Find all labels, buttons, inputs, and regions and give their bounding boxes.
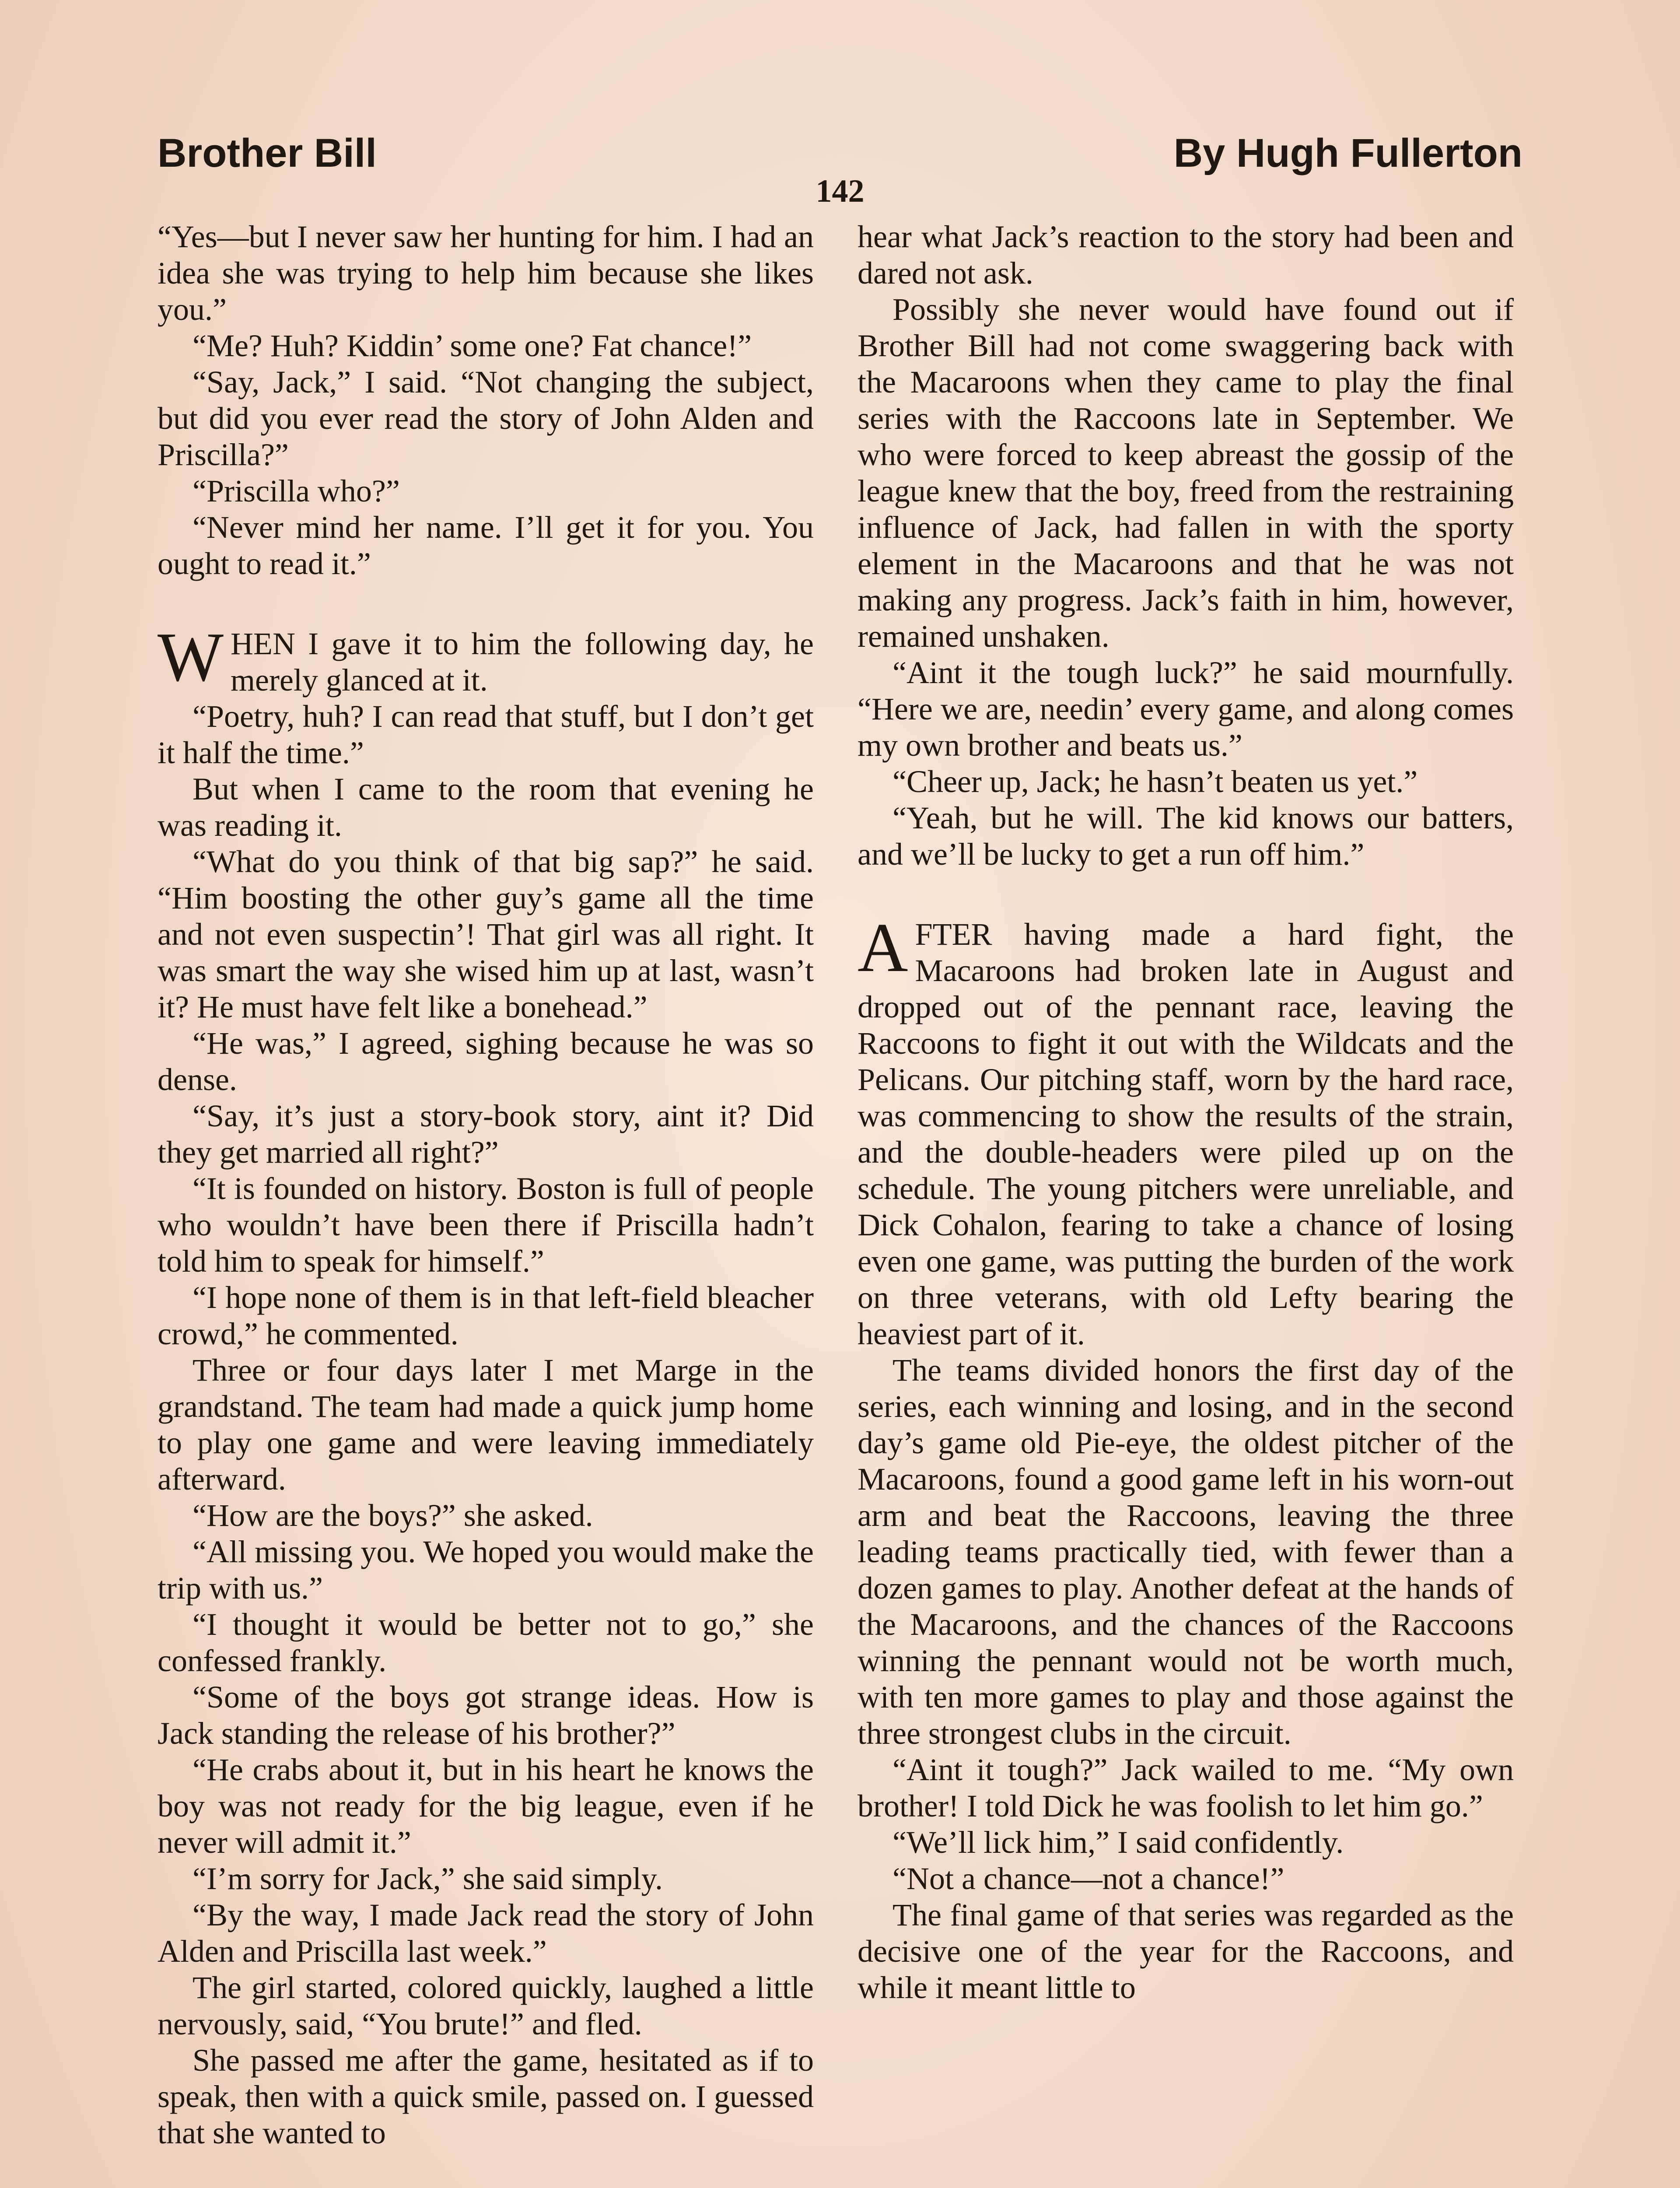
paragraph: “Aint it tough?” Jack wailed to me. “My own brother! I told Dick he was foolish to let him go.” bbox=[858, 1752, 1514, 1823]
paragraph: The girl started, colored quickly, laughed a little nervously, said, “You brute!” and fled. bbox=[158, 1970, 814, 2041]
paragraph: But when I came to the room that evening he was reading it. bbox=[158, 771, 814, 843]
left-column bbox=[158, 219, 814, 2188]
paragraph: “Some of the boys got strange ideas. How is Jack standing the release of his brother?” bbox=[158, 1680, 814, 1751]
paragraph: “Never mind her name. I’ll get it for you. You ought to read it.” bbox=[158, 510, 814, 581]
paragraph: “We’ll lick him,” I said confidently. bbox=[892, 1825, 1344, 1860]
story-title: Brother Bill bbox=[158, 131, 377, 175]
paragraph: “It is founded on history. Boston is full of people who wouldn’t have been there if Priscilla hadn’t told him to speak for himself.” bbox=[158, 1171, 814, 1279]
paragraph: “Priscilla who?” bbox=[192, 473, 400, 508]
paragraph: “What do you think of that big sap?” he said. “Him boosting the other guy’s game all the time and not even suspectin’! That girl was all right. It was smart the way she wised him up at last, wasn’t it? He must have felt like a bonehead.” bbox=[158, 844, 814, 1024]
paragraph: “Poetry, huh? I can read that stuff, but I don’t get it half the time.” bbox=[158, 699, 814, 770]
right-column bbox=[858, 219, 1514, 2188]
paragraph: “Yeah, but he will. The kid knows our batters, and we’ll be lucky to get a run off him.” bbox=[858, 800, 1514, 872]
paragraph: “He was,” I agreed, sighing because he was so dense. bbox=[158, 1026, 814, 1097]
section-start-paragraph: AFTER having made a hard fight, the Macaroons had broken late in August and dropped out of the pennant race, leaving the Raccoons to fight it out with the Wildcats and the Pelicans. Our pitching staff, worn by the hard race, was commencing to show the results of the strain, and the double-headers were piled up on the schedule. The young pitchers were unreliable, and Dick Cohalon, fearing to take a chance of losing even one game, was putting the burden of the work on three veterans, with old Lefty bearing the heaviest part of it. bbox=[858, 908, 1514, 1351]
running-head bbox=[158, 127, 1522, 179]
story-author: By Hugh Fullerton bbox=[1173, 131, 1522, 175]
paragraph: “All missing you. We hoped you would make the trip with us.” bbox=[158, 1534, 814, 1606]
paragraph: “Not a chance—not a chance!” bbox=[892, 1861, 1284, 1896]
paragraph: “By the way, I made Jack read the story of John Alden and Priscilla last week.” bbox=[158, 1897, 814, 1969]
paragraph: “Say, it’s just a story-book story, aint it? Did they get married all right?” bbox=[158, 1098, 814, 1170]
paragraph: “I hope none of them is in that left-field bleacher crowd,” he commented. bbox=[158, 1280, 814, 1351]
paragraph: “Yes—but I never saw her hunting for him. I had an idea she was trying to help him because she likes you.” bbox=[158, 219, 814, 327]
paragraph: “Cheer up, Jack; he hasn’t beaten us yet.” bbox=[892, 764, 1418, 799]
drop-cap: W bbox=[158, 618, 224, 696]
paragraph: The teams divided honors the first day of the series, each winning and losing, and in the second day’s game old Pie-eye, the oldest pitcher of the Macaroons, found a good game left in his worn-out arm and beat the Raccoons, leaving the three leading teams practically tied, with fewer than a dozen games to play. Another defeat at the hands of the Macaroons, and the chances of the Raccoons winning the pennant would not be worth much, with ten more games to play and those against the three strongest clubs in the circuit. bbox=[858, 1353, 1514, 1751]
paragraph: “I’m sorry for Jack,” she said simply. bbox=[192, 1861, 663, 1896]
paragraph: hear what Jack’s reaction to the story had been and dared not ask. bbox=[858, 219, 1514, 291]
paragraph: “He crabs about it, but in his heart he knows the boy was not ready for the big league, even if he never will admit it.” bbox=[158, 1752, 814, 1860]
paragraph: Possibly she never would have found out if Brother Bill had not come swaggering back with the Macaroons when they came to play the final series with the Raccoons late in September. We who were forced to keep abreast the gossip of the league knew that the boy, freed from the restraining influence of Jack, had fallen in with the sporty element in the Macaroons and that he was not making any progress. Jack’s faith in him, however, remained unshaken. bbox=[858, 292, 1514, 654]
section-start-paragraph: WHEN I gave it to him the following day, he merely glanced at it. bbox=[158, 618, 814, 698]
paragraph: “Aint it the tough luck?” he said mournfully. “Here we are, needin’ every game, and along comes my own brother and beats us.” bbox=[858, 655, 1514, 763]
page-number: 142 bbox=[816, 173, 864, 209]
paragraph: The final game of that series was regarded as the decisive one of the year for the Raccoons, and while it meant little to bbox=[858, 1897, 1514, 2005]
paragraph: “I thought it would be better not to go,” she confessed frankly. bbox=[158, 1607, 814, 1678]
paragraph: Three or four days later I met Marge in the grandstand. The team had made a quick jump home to play one game and were leaving immediately afterward. bbox=[158, 1353, 814, 1497]
paragraph: “Say, Jack,” I said. “Not changing the subject, but did you ever read the story of John Alden and Priscilla?” bbox=[158, 365, 814, 472]
paragraph: “Me? Huh? Kiddin’ some one? Fat chance!” bbox=[192, 328, 752, 363]
paragraph: “How are the boys?” she asked. bbox=[192, 1498, 593, 1533]
drop-cap: A bbox=[858, 908, 908, 986]
paragraph: She passed me after the game, hesitated as if to speak, then with a quick smile, passed on. I guessed that she wanted to bbox=[158, 2043, 814, 2150]
